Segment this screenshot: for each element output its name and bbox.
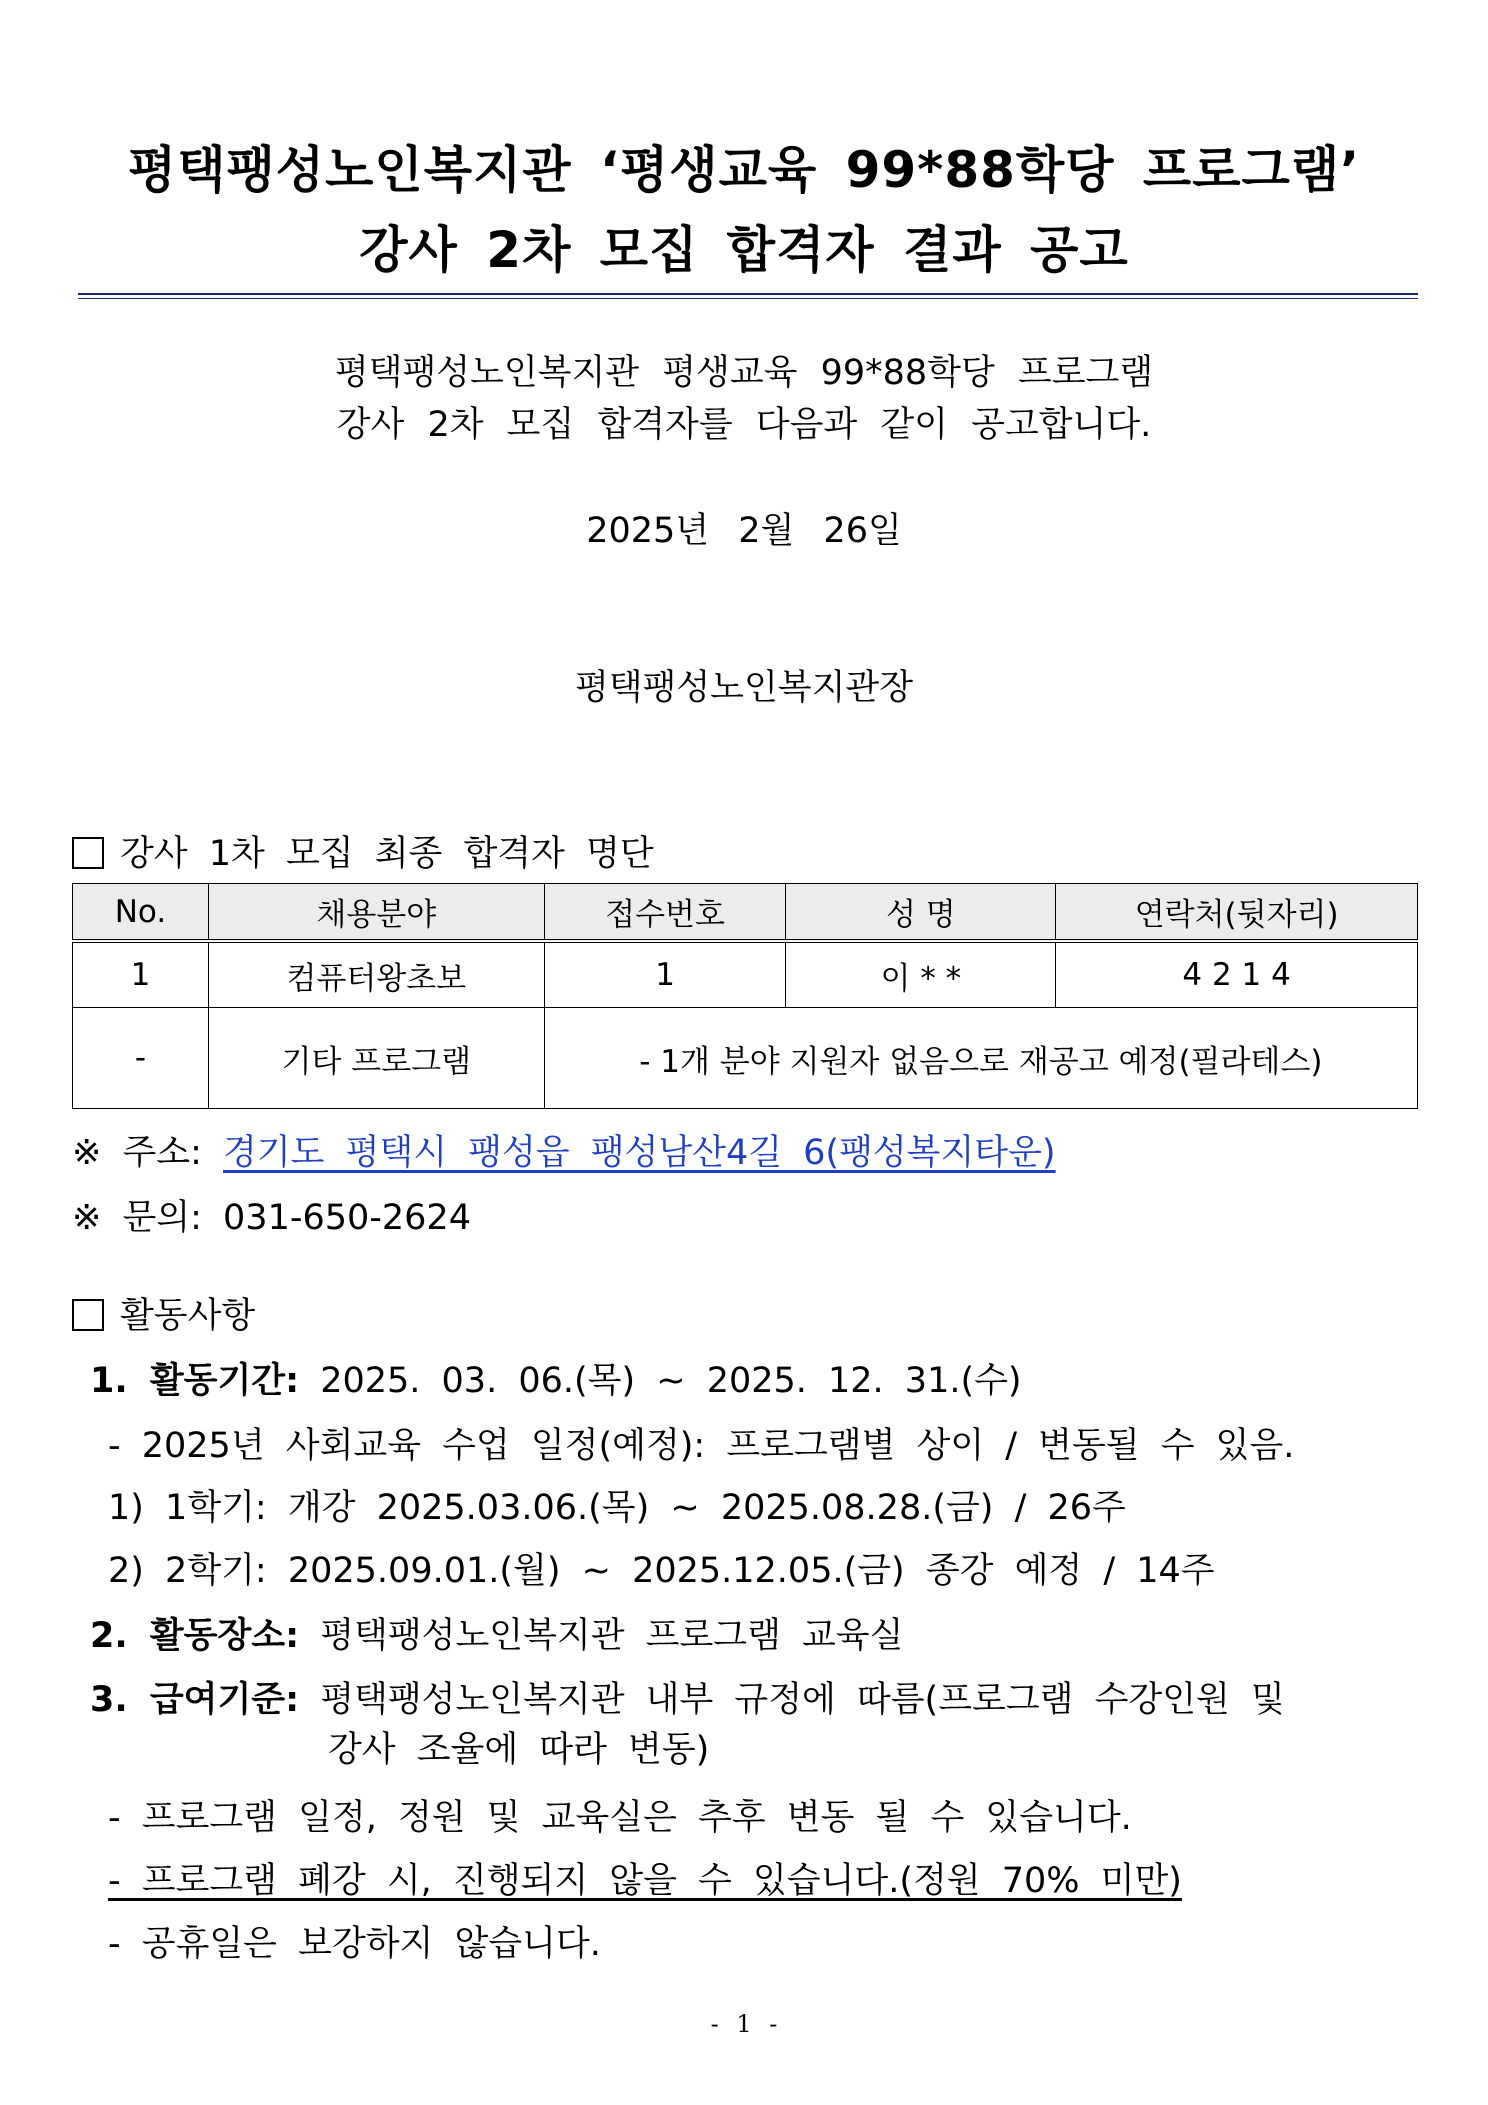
cell-no: 1 — [73, 941, 209, 1008]
note-holidays: - 공휴일은 보강하지 않습니다. — [108, 1924, 601, 1964]
address-label: 주소: — [122, 1133, 202, 1173]
reference-mark: ※ — [72, 1198, 102, 1238]
reference-mark: ※ — [72, 1133, 102, 1173]
address-line — [72, 1125, 1056, 1175]
inquiry-label: 문의: — [122, 1198, 202, 1238]
column-header-no: No. — [73, 884, 209, 942]
activity-section-heading — [72, 1288, 255, 1338]
column-header-field: 채용분야 — [208, 884, 544, 942]
table-header-row — [73, 884, 1418, 942]
term1: 1) 1학기: 개강 2025.03.06.(목) ~ 2025.08.28.(금) / 26주 — [108, 1488, 1126, 1528]
pay-standard-value-line1: 평택팽성노인복지관 내부 규정에 따름(프로그램 수강인원 및 — [320, 1680, 1285, 1720]
announcement-date: 2025년 2월 26일 — [586, 511, 902, 551]
cell-field: 컴퓨터왕초보 — [208, 941, 544, 1008]
activity-place — [90, 1608, 903, 1658]
pay-standard — [90, 1672, 1285, 1722]
column-header-receipt: 접수번호 — [544, 884, 786, 942]
signature: 평택팽성노인복지관장 — [574, 668, 914, 708]
note-schedule-change: - 프로그램 일정, 정원 및 교육실은 추후 변동 될 수 있습니다. — [108, 1798, 1132, 1838]
table-row — [73, 1008, 1418, 1109]
checkbox-square-icon — [72, 1299, 104, 1331]
intro-line2: 강사 2차 모집 합격자를 다음과 같이 공고합니다. — [336, 405, 1152, 445]
cell-remark: - 1개 분야 지원자 없음으로 재공고 예정(필라테스) — [544, 1008, 1417, 1109]
cell-name: 이 * * — [786, 941, 1056, 1008]
inquiry-phone: 031-650-2624 — [223, 1198, 471, 1238]
column-header-name: 성 명 — [786, 884, 1056, 942]
results-table — [72, 883, 1418, 1109]
inquiry-line — [72, 1190, 471, 1240]
activity-period-label: 1. 활동기간: — [90, 1361, 300, 1401]
schedule-note: - 2025년 사회교육 수업 일정(예정): 프로그램별 상이 / 변동될 수 있음. — [108, 1426, 1295, 1466]
note-cancellation: - 프로그램 폐강 시, 진행되지 않을 수 있습니다.(정원 70% 미만) — [108, 1861, 1182, 1901]
title-divider — [78, 293, 1418, 295]
pay-standard-value-line2: 강사 조율에 따라 변동) — [328, 1730, 710, 1770]
activity-place-value: 평택팽성노인복지관 프로그램 교육실 — [320, 1616, 904, 1656]
table-row — [73, 941, 1418, 1008]
column-header-contact: 연락처(뒷자리) — [1056, 884, 1418, 942]
cell-no: - — [73, 1008, 209, 1109]
document-title-line2: 강사 2차 모집 합격자 결과 공고 — [359, 221, 1129, 279]
activity-place-label: 2. 활동장소: — [90, 1616, 300, 1656]
document-title-line1: 평택팽성노인복지관 ‘평생교육 99*88학당 프로그램’ — [127, 141, 1361, 199]
activity-period — [90, 1353, 1022, 1403]
results-heading-text: 강사 1차 모집 최종 합격자 명단 — [120, 834, 654, 874]
term2: 2) 2학기: 2025.09.01.(월) ~ 2025.12.05.(금) 종강 예정 / 14주 — [108, 1551, 1215, 1591]
address-link[interactable]: 경기도 평택시 팽성읍 팽성남산4길 6(팽성복지타운) — [223, 1133, 1056, 1173]
cell-field: 기타 프로그램 — [208, 1008, 544, 1109]
cell-receipt: 1 — [544, 941, 786, 1008]
intro-line1: 평택팽성노인복지관 평생교육 99*88학당 프로그램 — [334, 353, 1154, 393]
title-divider-thin — [78, 298, 1418, 299]
activity-heading-text: 활동사항 — [120, 1296, 256, 1336]
results-section-heading — [72, 826, 654, 876]
page-number: - 1 - — [710, 2010, 778, 2038]
pay-standard-label: 3. 급여기준: — [90, 1680, 300, 1720]
checkbox-square-icon — [72, 837, 104, 869]
cell-contact: 4 2 1 4 — [1056, 941, 1418, 1008]
activity-period-value: 2025. 03. 06.(목) ~ 2025. 12. 31.(수) — [320, 1361, 1022, 1401]
